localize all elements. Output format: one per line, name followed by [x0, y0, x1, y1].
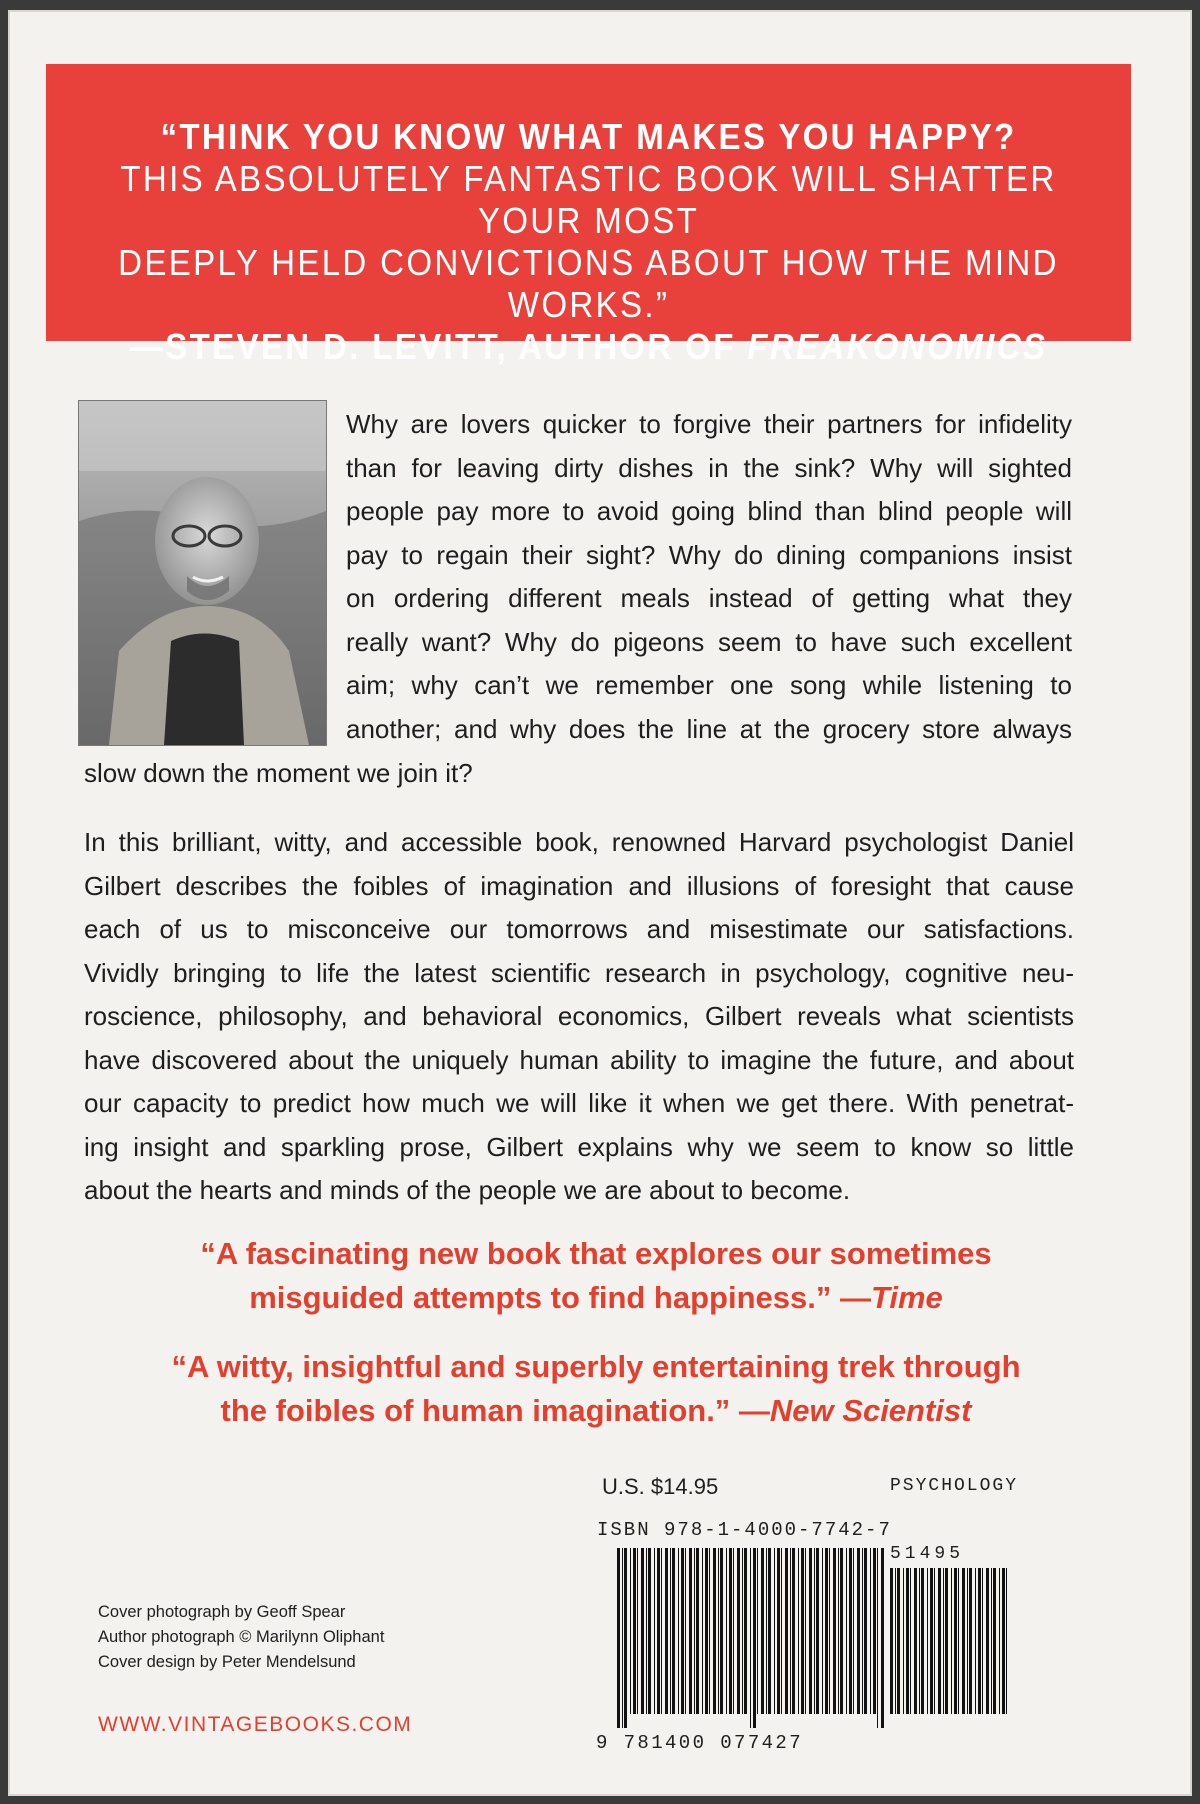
blurb-line: slow down the moment we join it? — [84, 758, 473, 788]
cover-photo-credit: Cover photograph by Geoff Spear — [98, 1603, 346, 1621]
barcode-bar — [991, 1568, 992, 1714]
blurb-line: on ordering different meals instead of getting what they — [346, 583, 1072, 613]
barcode-bar — [718, 1548, 719, 1714]
blurb-line: our capacity to predict how much we will like it when we get there. With penetrat- — [84, 1088, 1074, 1118]
barcode-bar — [849, 1548, 852, 1714]
blurb-line: roscience, philosophy, and behavioral economics, Gilbert reveals what scientists — [84, 1001, 1074, 1031]
barcode-bar — [954, 1568, 957, 1714]
barcode-bar — [962, 1568, 965, 1714]
barcode-bar — [774, 1548, 775, 1714]
blurb-line: Why are lovers quicker to forgive their partners for infidelity — [346, 409, 1072, 439]
ean-digits: 9 781400 077427 — [596, 1732, 804, 1754]
author-photo — [78, 400, 327, 746]
barcode-bar — [864, 1548, 867, 1714]
barcode-bar — [978, 1568, 981, 1714]
blurb-line: about the hearts and minds of the people we are about to become. — [84, 1175, 851, 1205]
barcode-bar — [1006, 1568, 1007, 1714]
barcode-bar — [622, 1548, 623, 1728]
barcode-bar — [766, 1548, 767, 1714]
barcode-bar — [838, 1548, 839, 1714]
barcode-bar — [777, 1548, 780, 1714]
barcode-bar — [895, 1568, 896, 1714]
price: U.S. $14.95 — [602, 1474, 719, 1499]
review-quote-time — [80, 1232, 1112, 1320]
barcode-bar — [914, 1568, 917, 1714]
barcode-bar — [903, 1568, 904, 1714]
barcode-bar — [999, 1568, 1000, 1714]
credits — [98, 1600, 384, 1675]
barcode-bar — [890, 1568, 893, 1714]
barcode-bar — [705, 1548, 708, 1714]
barcode-bar — [670, 1548, 671, 1714]
barcode-bar — [694, 1548, 695, 1714]
barcode-bar — [938, 1568, 941, 1714]
barcode-bar — [829, 1548, 830, 1714]
barcode-bar — [657, 1548, 660, 1714]
barcode-bar — [753, 1548, 756, 1728]
review-quote-line: the foibles of human imagination.” —New Scientist — [220, 1393, 972, 1428]
barcode-bar — [967, 1568, 968, 1714]
barcode-bar — [761, 1548, 764, 1714]
barcode-bar — [648, 1548, 651, 1714]
barcode-bar — [862, 1548, 863, 1714]
barcode-bar — [624, 1548, 627, 1728]
barcode-bar — [816, 1548, 819, 1714]
addon-digits: 51495 — [890, 1544, 965, 1564]
barcode-bar — [750, 1548, 751, 1728]
banner-line-1: “THINK YOU KNOW WHAT MAKES YOU HAPPY? — [160, 116, 1017, 157]
barcode-bar — [814, 1548, 815, 1714]
barcode-bar — [927, 1568, 928, 1714]
barcode-bar — [822, 1548, 823, 1714]
category-label: PSYCHOLOGY — [890, 1476, 1019, 1496]
barcode-bar — [654, 1548, 655, 1714]
barcode-bar — [881, 1548, 884, 1728]
banner-line-3: DEEPLY HELD CONVICTIONS ABOUT HOW THE MIND WORKS.” — [118, 242, 1059, 325]
publisher-website[interactable]: WWW.VINTAGEBOOKS.COM — [98, 1713, 413, 1736]
barcode-bar — [737, 1548, 740, 1714]
barcode-bar — [1002, 1568, 1005, 1714]
barcode-bar — [661, 1548, 662, 1714]
blurb-line: Gilbert describes the foibles of imagination and illusions of foresight that cause — [84, 870, 1074, 901]
barcode-bar — [630, 1548, 631, 1714]
barcode-bar — [637, 1548, 638, 1714]
barcode-bar — [685, 1548, 686, 1714]
banner-line-2: THIS ABSOLUTELY FANTASTIC BOOK WILL SHATTER YOUR MOST — [120, 158, 1057, 241]
review-source: Time — [870, 1280, 943, 1315]
barcode-bar — [805, 1548, 806, 1714]
barcode-bar — [921, 1568, 924, 1714]
quote-banner — [46, 64, 1131, 367]
barcode-bar — [672, 1548, 675, 1714]
review-quote-line: “A fascinating new book that explores our sometimes — [200, 1236, 992, 1271]
isbn-label: ISBN 978-1-4000-7742-7 — [597, 1519, 892, 1541]
barcode-bar — [744, 1548, 747, 1714]
barcode-bar — [633, 1548, 636, 1714]
blurb-paragraph-1-end — [84, 752, 1074, 796]
review-source: New Scientist — [769, 1393, 972, 1428]
blurb-line: really want? Why do pigeons seem to have such excellent — [346, 626, 1072, 657]
barcode-bar — [757, 1548, 758, 1714]
blurb-line: people pay more to avoid going blind than blind people will — [346, 496, 1072, 526]
barcode-bar — [975, 1568, 976, 1714]
barcode-bar — [934, 1568, 935, 1714]
barcode-bar — [982, 1568, 983, 1714]
barcode-bar — [709, 1548, 710, 1714]
barcode-bar — [713, 1548, 716, 1714]
blurb-line: than for leaving dirty dishes in the sink? Why will sighted — [346, 452, 1072, 483]
barcode-bar — [910, 1568, 911, 1714]
blurb-line: have discovered about the uniquely human ability to imagine the future, and about — [84, 1044, 1074, 1075]
blurb-paragraph-2 — [84, 821, 1074, 1213]
barcode-bar — [958, 1568, 959, 1714]
barcode-bar — [846, 1548, 847, 1714]
blurb-line: Vividly bringing to life the latest scientific research in psychology, cognitive neu- — [84, 957, 1074, 988]
barcode-bar — [986, 1568, 989, 1714]
barcode-bar — [930, 1568, 933, 1714]
barcode-bar — [809, 1548, 812, 1714]
barcode-bar — [665, 1548, 668, 1714]
barcode-bar — [792, 1548, 795, 1714]
barcode-bar — [857, 1548, 860, 1714]
barcode-bar — [993, 1568, 996, 1714]
barcode-bar — [801, 1548, 804, 1714]
barcode-bar — [617, 1548, 620, 1728]
blurb-line: pay to regain their sight? Why do dining companions insist — [346, 539, 1072, 570]
barcode-bar — [696, 1548, 699, 1714]
barcode-bar — [785, 1548, 788, 1714]
barcode-bar — [906, 1568, 909, 1714]
barcode-bar — [733, 1548, 734, 1714]
barcode-bar — [729, 1548, 732, 1714]
barcode-bar — [877, 1548, 878, 1728]
cover-design-credit: Cover design by Peter Mendelsund — [98, 1653, 356, 1671]
author-photo-credit: Author photograph © Marilynn Oliphant — [98, 1628, 385, 1646]
barcode-bar — [681, 1548, 684, 1714]
barcode-bar — [790, 1548, 791, 1714]
blurb-paragraph-1 — [346, 403, 1072, 751]
barcode-bar — [840, 1548, 843, 1714]
barcode-bar — [641, 1548, 644, 1714]
barcode-bar — [768, 1548, 771, 1714]
barcode-bar — [870, 1548, 871, 1714]
barcode-bar — [853, 1548, 854, 1714]
review-quote-line: misguided attempts to find happiness.” —Time — [249, 1280, 943, 1315]
blurb-line: In this brilliant, witty, and accessible book, renowned Harvard psychologist Daniel — [84, 827, 1074, 857]
barcode-bar — [646, 1548, 647, 1714]
barcode-bar — [689, 1548, 692, 1714]
price-addon-barcode — [888, 1568, 1012, 1728]
barcode-bar — [945, 1568, 948, 1714]
barcode-bar — [720, 1548, 723, 1714]
blurb-line: ing insight and sparkling prose, Gilbert explains why we seem to know so little — [84, 1131, 1074, 1162]
author-portrait-image — [79, 401, 326, 745]
barcode-bar — [678, 1548, 679, 1714]
barcode-bar — [742, 1548, 743, 1714]
barcode-bar — [943, 1568, 944, 1714]
blurb-line: another; and why does the line at the grocery store always — [346, 713, 1072, 744]
barcode-bar — [897, 1568, 900, 1714]
review-quote-line: “A witty, insightful and superbly entertaining trek through — [171, 1349, 1021, 1384]
review-quote-new-scientist — [80, 1345, 1112, 1433]
barcode-bar — [919, 1568, 920, 1714]
barcode-bar — [798, 1548, 799, 1714]
barcode-bar — [969, 1568, 972, 1714]
banner-attribution: —STEVEN D. LEVITT, AUTHOR OF FREAKONOMICS — [129, 326, 1048, 367]
blurb-line: each of us to misconceive our tomorrows and misestimate our satisfactions. — [84, 914, 1074, 944]
blurb-line: aim; why can’t we remember one song while listening to — [346, 670, 1072, 700]
ean-barcode — [615, 1548, 885, 1728]
barcode-bar — [702, 1548, 703, 1714]
barcode-bar — [726, 1548, 727, 1714]
barcode-bar — [825, 1548, 828, 1714]
barcode-bar — [951, 1568, 952, 1714]
barcode-bar — [873, 1548, 876, 1714]
barcode-bar — [833, 1548, 836, 1714]
barcode-bar — [781, 1548, 782, 1714]
